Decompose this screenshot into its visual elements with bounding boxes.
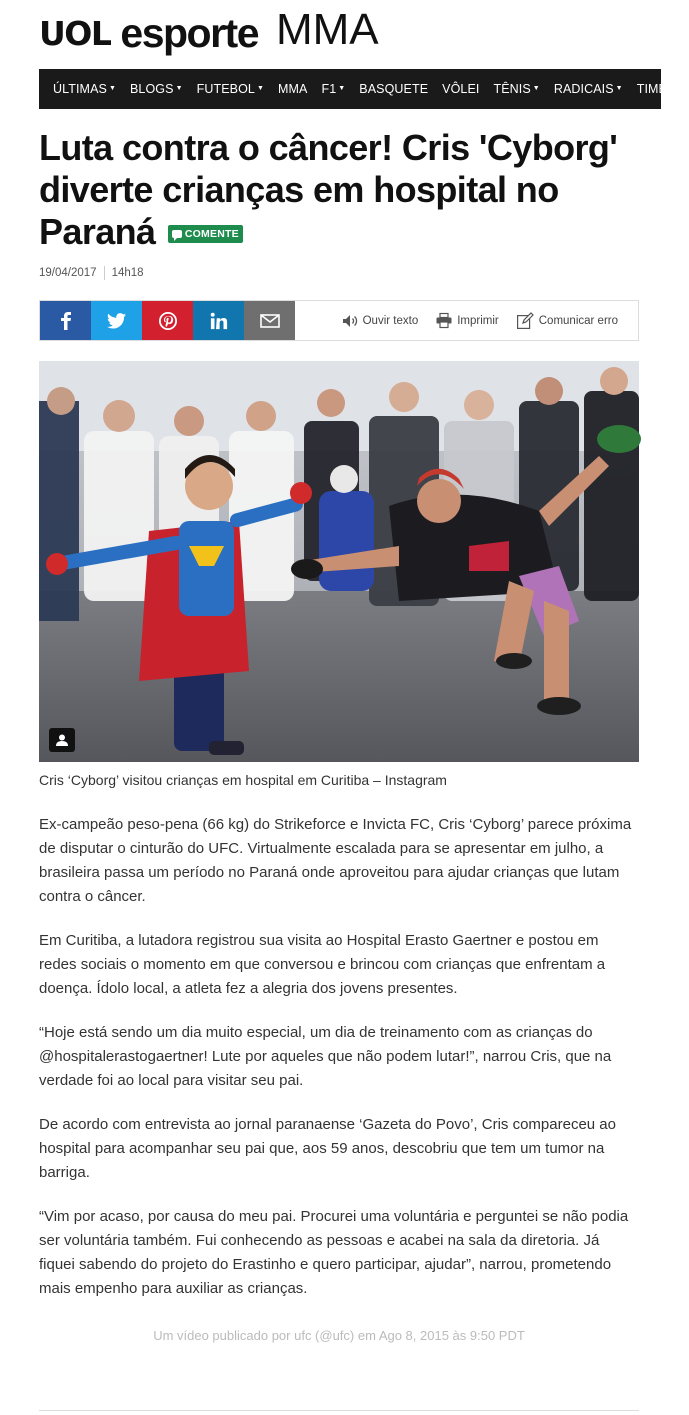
share-facebook-button[interactable] xyxy=(40,301,91,340)
nav-item-futebol[interactable] xyxy=(197,82,264,96)
site-logo[interactable] xyxy=(39,4,379,58)
article-paragraph: Em Curitiba, a lutadora registrou sua visita ao Hospital Erasto Gaertner e postou em redes sociais o momento em que conversou e brincou com crianças que enfrentam a doença. Ídolo local, a atleta fez a alegria dos jovens presentes. xyxy=(39,932,606,997)
photo-credit-button[interactable] xyxy=(49,728,75,752)
share-twitter-button[interactable] xyxy=(91,301,142,340)
comment-button[interactable] xyxy=(168,225,243,243)
date-separator xyxy=(104,266,105,280)
photo-illustration xyxy=(39,361,639,762)
main-nav xyxy=(39,69,689,109)
divider xyxy=(39,1410,639,1411)
comment-label: COMENTE xyxy=(184,228,239,240)
caret-down-icon: ▼ xyxy=(532,85,540,92)
article-paragraph: “Hoje está sendo um dia muito especial, um dia de treinamento com as crianças do @hospitalerastogaertner! Lute por aqueles que não podem lutar!”, narrou Cris, que na verdade foi ao local para visitar seu pai. xyxy=(39,1024,612,1089)
speaker-icon xyxy=(342,314,358,328)
article-headline xyxy=(39,127,639,253)
caret-down-icon: ▼ xyxy=(175,85,183,92)
section-title[interactable]: MMA xyxy=(276,5,379,54)
headline-text: Luta contra o câncer! Cris 'Cyborg' diverte crianças em hospital no Paraná xyxy=(39,127,618,252)
nav-item-time-do[interactable] xyxy=(637,82,689,96)
comment-bubble-icon xyxy=(172,230,182,238)
photo-caption: Cris ‘Cyborg’ visitou crianças em hospital em Curitiba – Instagram xyxy=(39,772,447,788)
edit-icon xyxy=(517,313,534,329)
embedded-video-note[interactable]: Um vídeo publicado por ufc (@ufc) em Ago 8, 2015 às 9:50 PDT xyxy=(153,1328,525,1343)
report-label: Comunicar erro xyxy=(538,314,618,327)
article-time: 14h18 xyxy=(111,267,144,279)
print-label: Imprimir xyxy=(457,314,499,327)
share-bar xyxy=(39,300,639,341)
share-pinterest-button[interactable] xyxy=(142,301,193,340)
article-paragraph: Ex-campeão peso-pena (66 kg) do Strikeforce e Invicta FC, Cris ‘Cyborg’ parece próxima de disputar o cinturão do UFC. Virtualmente escalada para se apresentar em julho, a brasileira passa um período no Paraná onde aproveitou para ajudar crianças que lutam contra o câncer. xyxy=(39,816,632,905)
article-paragraph: “Vim por acaso, por causa do meu pai. Procurei uma voluntária e perguntei se não podia ser voluntária também. Fui conhecendo as pessoas e acabei na sala da diretoria. Já fiquei sabendo do projeto do Erastinho e quero participar, ajudar”, narrou, prometendo mais empenho para auxiliar as crianças. xyxy=(39,1208,629,1297)
caret-down-icon: ▼ xyxy=(615,85,623,92)
share-email-button[interactable] xyxy=(244,301,295,340)
caret-down-icon: ▼ xyxy=(256,85,264,92)
report-error-button[interactable] xyxy=(517,313,618,329)
share-linkedin-button[interactable] xyxy=(193,301,244,340)
twitter-icon xyxy=(107,313,126,329)
nav-item-basquete[interactable] xyxy=(359,82,428,96)
nav-item-mma[interactable] xyxy=(278,82,307,96)
facebook-icon xyxy=(60,312,72,330)
email-icon xyxy=(260,314,280,328)
printer-icon xyxy=(436,313,452,328)
uol-logo[interactable]: UOL xyxy=(39,14,111,53)
nav-item-f1[interactable] xyxy=(321,82,345,96)
nav-item-blogs[interactable] xyxy=(130,82,183,96)
nav-label: BLOGS xyxy=(129,82,174,96)
nav-label: TIME DO xyxy=(636,82,689,96)
nav-label: MMA xyxy=(277,82,308,96)
print-button[interactable] xyxy=(436,313,499,328)
listen-button[interactable] xyxy=(342,314,419,328)
caret-down-icon: ▼ xyxy=(108,85,116,92)
article-dateline xyxy=(39,266,144,280)
nav-item-volei[interactable] xyxy=(442,82,479,96)
nav-item-ultimas[interactable] xyxy=(53,82,116,96)
nav-label: F1 xyxy=(321,82,337,96)
pinterest-icon xyxy=(159,312,177,330)
nav-label: RADICAIS xyxy=(553,82,614,96)
linkedin-icon xyxy=(210,312,228,330)
nav-label: BASQUETE xyxy=(359,82,429,96)
article-paragraph: De acordo com entrevista ao jornal paranaense ‘Gazeta do Povo’, Cris compareceu ao hospital para acompanhar seu pai que, aos 59 anos, descobriu que tem um tumor na barriga. xyxy=(39,1116,616,1181)
user-icon xyxy=(56,734,68,746)
article-tools xyxy=(342,301,638,340)
nav-label: TÊNIS xyxy=(493,82,531,96)
esporte-logo[interactable]: esporte xyxy=(120,10,258,56)
nav-item-tenis[interactable] xyxy=(493,82,539,96)
nav-label: FUTEBOL xyxy=(196,82,255,96)
caret-down-icon: ▼ xyxy=(338,85,346,92)
article-date: 19/04/2017 xyxy=(39,267,97,279)
nav-item-radicais[interactable] xyxy=(554,82,623,96)
listen-label: Ouvir texto xyxy=(362,314,419,327)
nav-label: VÔLEI xyxy=(442,82,480,96)
nav-label: ÚLTIMAS xyxy=(53,82,107,96)
article-photo[interactable] xyxy=(39,361,639,762)
